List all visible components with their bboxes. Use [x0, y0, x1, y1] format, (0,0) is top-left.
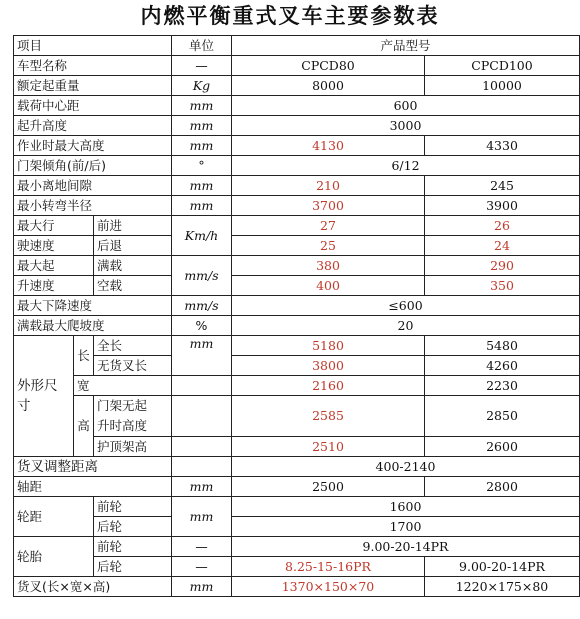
table-row [14, 296, 580, 316]
unit-cell: mm [172, 577, 232, 597]
sub-label: 后轮 [94, 517, 172, 537]
row-label: 最大下降速度 [14, 296, 172, 316]
sub-label: 无货叉长 [94, 356, 172, 376]
table-row [14, 457, 580, 477]
row-label: 货叉调整距离 [14, 457, 172, 477]
length-label: 长 [74, 336, 94, 376]
value-cell: 25 [232, 236, 425, 256]
row-label: 轴距 [14, 477, 172, 497]
value-cell: 600 [232, 96, 580, 116]
table-row [14, 116, 580, 136]
table-row [14, 96, 580, 116]
value-cell: 24 [425, 236, 580, 256]
unit-cell: mm/s [172, 296, 232, 316]
table-row [14, 316, 580, 336]
row-label: 最小离地间隙 [14, 176, 172, 196]
value-cell: 350 [425, 276, 580, 296]
value-cell: 4260 [425, 356, 580, 376]
value-cell: 2800 [425, 477, 580, 497]
value-cell: 2160 [232, 376, 425, 396]
value-cell: 27 [232, 216, 425, 236]
sub-label: 前轮 [94, 537, 172, 557]
unit-cell-empty [172, 376, 232, 396]
row-label: 轮胎 [14, 537, 94, 577]
table-row [14, 537, 580, 557]
dims-label-line1: 外形尺 [17, 378, 58, 394]
unit-cell: mm [172, 176, 232, 196]
value-cell: 1220×175×80 [425, 577, 580, 597]
table-row [14, 236, 580, 256]
unit-cell-empty [172, 396, 232, 437]
value-cell: 2230 [425, 376, 580, 396]
table-row [14, 276, 580, 296]
table-row [14, 76, 580, 96]
table-row [14, 577, 580, 597]
table-row [14, 356, 580, 376]
unit-cell: — [172, 557, 232, 577]
sub-label: 后轮 [94, 557, 172, 577]
mast-height-line2: 升时高度 [97, 418, 148, 433]
value-cell: 2510 [232, 437, 425, 457]
value-cell: 6/12 [232, 156, 580, 176]
table-row [14, 256, 580, 276]
row-label: 起升高度 [14, 116, 172, 136]
sub-label: 空载 [94, 276, 172, 296]
unit-cell: ° [172, 156, 232, 176]
row-label: 门架倾角(前/后) [14, 156, 172, 176]
row-label: 货叉(长×宽×高) [14, 577, 172, 597]
table-row [14, 437, 580, 457]
value-cell: 26 [425, 216, 580, 236]
table-row [14, 196, 580, 216]
row-label: 轮距 [14, 497, 94, 537]
dims-label [14, 336, 74, 457]
value-cell: 20 [232, 316, 580, 336]
sub-label: 前进 [94, 216, 172, 236]
unit-cell: mm [172, 196, 232, 216]
value-cell: 5480 [425, 336, 580, 356]
value-cell: 1370×150×70 [232, 577, 425, 597]
unit-cell: % [172, 316, 232, 336]
sub-label: 满载 [94, 256, 172, 276]
value-cell: 4130 [232, 136, 425, 156]
header-unit: 单位 [172, 36, 232, 56]
row-label: 最大起 [14, 256, 94, 276]
unit-cell: mm [172, 96, 232, 116]
value-cell: 9.00-20-14PR [232, 537, 580, 557]
value-cell: 245 [425, 176, 580, 196]
row-label: 作业时最大高度 [14, 136, 172, 156]
sub-label [94, 396, 172, 437]
value-cell: 2850 [425, 396, 580, 437]
page-title: 内燃平衡重式叉车主要参数表 [140, 3, 440, 28]
value-cell: CPCD80 [232, 56, 425, 76]
unit-cell: mm [172, 116, 232, 136]
unit-cell: mm [172, 336, 232, 376]
header-item: 项目 [14, 36, 172, 56]
value-cell: 290 [425, 256, 580, 276]
value-cell: 2500 [232, 477, 425, 497]
table-row [14, 376, 580, 396]
sub-label: 护顶架高 [94, 437, 172, 457]
value-cell: 3800 [232, 356, 425, 376]
table-row [14, 176, 580, 196]
dims-label-line2: 寸 [17, 398, 31, 414]
value-cell: 400 [232, 276, 425, 296]
value-cell: 380 [232, 256, 425, 276]
unit-cell: — [172, 537, 232, 557]
unit-cell: mm/s [172, 256, 232, 296]
table-row [14, 497, 580, 517]
table-row [14, 156, 580, 176]
table-row [14, 477, 580, 497]
value-cell: 2600 [425, 437, 580, 457]
value-cell: 400-2140 [232, 457, 580, 477]
unit-cell: Km/h [172, 216, 232, 256]
table-row [14, 216, 580, 236]
height-label: 高 [74, 396, 94, 457]
row-label: 驶速度 [14, 236, 94, 256]
table-row [14, 517, 580, 537]
parameter-table [13, 35, 580, 597]
mast-height-line1: 门架无起 [97, 398, 148, 413]
row-label: 最大行 [14, 216, 94, 236]
sub-label: 前轮 [94, 497, 172, 517]
row-label: 车型名称 [14, 56, 172, 76]
table-row [14, 557, 580, 577]
value-cell: 5180 [232, 336, 425, 356]
value-cell: 1600 [232, 497, 580, 517]
value-cell: ≤600 [232, 296, 580, 316]
unit-cell: Kg [172, 76, 232, 96]
value-cell: 1700 [232, 517, 580, 537]
sub-label: 全长 [94, 336, 172, 356]
header-model: 产品型号 [232, 36, 580, 56]
unit-cell: — [172, 56, 232, 76]
table-row [14, 336, 580, 356]
width-label: 宽 [74, 376, 172, 396]
row-label: 最小转弯半径 [14, 196, 172, 216]
row-label: 额定起重量 [14, 76, 172, 96]
unit-cell [172, 457, 232, 477]
unit-cell: mm [172, 477, 232, 497]
value-cell: 3700 [232, 196, 425, 216]
table-row [14, 56, 580, 76]
unit-cell: mm [172, 497, 232, 537]
sub-label: 后退 [94, 236, 172, 256]
value-cell: CPCD100 [425, 56, 580, 76]
value-cell: 8000 [232, 76, 425, 96]
unit-cell: mm [172, 136, 232, 156]
value-cell: 3900 [425, 196, 580, 216]
header-row [14, 36, 580, 56]
row-label: 载荷中心距 [14, 96, 172, 116]
value-cell: 210 [232, 176, 425, 196]
value-cell: 3000 [232, 116, 580, 136]
table-row [14, 136, 580, 156]
row-label: 满载最大爬坡度 [14, 316, 172, 336]
value-cell: 9.00-20-14PR [425, 557, 580, 577]
value-cell: 8.25-15-16PR [232, 557, 425, 577]
value-cell: 10000 [425, 76, 580, 96]
value-cell: 2585 [232, 396, 425, 437]
row-label: 升速度 [14, 276, 94, 296]
unit-cell-empty [172, 437, 232, 457]
value-cell: 4330 [425, 136, 580, 156]
